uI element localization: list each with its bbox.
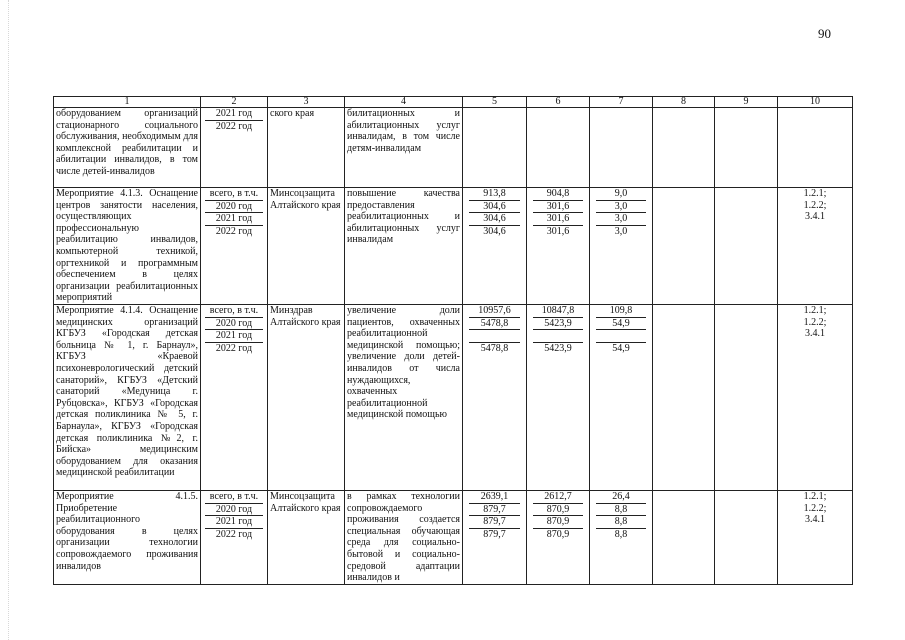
indicator-code: 3.4.1 xyxy=(805,328,825,340)
measure-cell: Мероприятие 4.1.3. Оснащение центров занятости населения, осуществляющих профессиональную реабилитацию инвалидов, компьютерной техникой, оргтехникой и программным обеспечением в целях организации реабилитационных мероприятий xyxy=(54,188,201,305)
amount: 109,8 xyxy=(596,305,646,318)
indicator-cell xyxy=(778,305,853,491)
value-cell-9 xyxy=(715,305,778,491)
amount: 301,6 xyxy=(533,213,583,226)
col-header-9: 9 xyxy=(715,97,778,108)
amount: 10847,8 xyxy=(533,305,583,318)
amount: 5423,9 xyxy=(533,318,583,331)
value-cell-9 xyxy=(715,188,778,305)
amount: 304,6 xyxy=(483,225,506,237)
year-label: 2021 год xyxy=(205,108,263,121)
indicator-code: 1.2.2; xyxy=(803,199,827,211)
amount xyxy=(533,330,583,343)
amount: 913,8 xyxy=(469,188,520,201)
amount: 26,4 xyxy=(596,491,646,504)
executor-cell: Минсоцзащита Алтайского края xyxy=(268,188,345,305)
year-label: 2021 год xyxy=(205,330,263,343)
amount: 5478,8 xyxy=(480,342,509,354)
page-number: 90 xyxy=(818,26,831,41)
amount: 5423,9 xyxy=(544,342,572,354)
value-cell-6 xyxy=(527,491,590,585)
amount: 879,7 xyxy=(469,504,520,517)
executor-cell: ского края xyxy=(268,108,345,188)
year-label: 2020 год xyxy=(205,201,263,214)
header-row xyxy=(54,97,853,108)
value-cell-6 xyxy=(527,108,590,188)
amount: 54,9 xyxy=(612,342,630,354)
indicator-code: 1.2.2; xyxy=(803,316,827,328)
result-cell: билитационных и абилитационных услуг инвалидам, в том числе детям-инвалидам xyxy=(345,108,463,188)
col-header-8: 8 xyxy=(653,97,715,108)
col-header-2: 2 xyxy=(201,97,268,108)
value-cell-6 xyxy=(527,305,590,491)
amount: 10957,6 xyxy=(469,305,520,318)
indicator-code: 1.2.2; xyxy=(803,502,827,514)
year-label: 2022 год xyxy=(215,528,253,540)
year-label: 2022 год xyxy=(215,225,253,237)
amount xyxy=(469,330,520,343)
col-header-6: 6 xyxy=(527,97,590,108)
years-cell xyxy=(201,108,268,188)
amount: 9,0 xyxy=(596,188,646,201)
value-cell-5 xyxy=(463,108,527,188)
amount xyxy=(596,330,646,343)
value-cell-7 xyxy=(590,108,653,188)
value-cell-9 xyxy=(715,108,778,188)
year-label: 2022 год xyxy=(215,120,253,132)
amount: 304,6 xyxy=(469,201,520,214)
indicator-code: 1.2.1; xyxy=(803,491,827,502)
col-header-10: 10 xyxy=(778,97,853,108)
result-cell: в рамках технологии сопровождаемого проживания создается специальная обучающая среда для социально-бытовой и социально-средовой адаптации инвалидов и xyxy=(345,491,463,585)
indicator-code: 3.4.1 xyxy=(805,514,825,526)
amount: 870,9 xyxy=(546,528,570,540)
years-cell xyxy=(201,491,268,585)
executor-cell: Минсоцзащита Алтайского края xyxy=(268,491,345,585)
table-row xyxy=(54,188,853,305)
indicator-cell xyxy=(778,108,853,188)
indicator-code: 1.2.1; xyxy=(803,188,827,199)
indicator-cell xyxy=(778,491,853,585)
amount: 879,7 xyxy=(483,528,506,540)
value-cell-6 xyxy=(527,188,590,305)
value-cell-7 xyxy=(590,188,653,305)
amount: 8,8 xyxy=(614,528,628,540)
col-header-4: 4 xyxy=(345,97,463,108)
col-header-7: 7 xyxy=(590,97,653,108)
value-cell-8 xyxy=(653,305,715,491)
year-label: 2021 год xyxy=(205,213,263,226)
value-cell-9 xyxy=(715,491,778,585)
amount: 8,8 xyxy=(596,504,646,517)
indicator-cell xyxy=(778,188,853,305)
years-cell xyxy=(201,305,268,491)
indicator-code: 3.4.1 xyxy=(805,211,825,223)
table-row xyxy=(54,305,853,491)
amount: 3,0 xyxy=(596,213,646,226)
executor-cell: Минздрав Алтайского края xyxy=(268,305,345,491)
amount: 301,6 xyxy=(533,201,583,214)
value-cell-7 xyxy=(590,305,653,491)
amount: 54,9 xyxy=(596,318,646,331)
table-row xyxy=(54,491,853,585)
amount: 870,9 xyxy=(533,516,583,529)
amount: 301,6 xyxy=(546,225,570,237)
amount: 870,9 xyxy=(533,504,583,517)
measure-cell: Мероприятие 4.1.5. Приобретение реабилитационного оборудования в целях организации технологии сопровождаемого проживания инвалидов xyxy=(54,491,201,585)
year-label: 2020 год xyxy=(205,504,263,517)
amount: 3,0 xyxy=(596,201,646,214)
amount: 2639,1 xyxy=(469,491,520,504)
year-label: всего, в т.ч. xyxy=(205,188,263,201)
program-measures-table xyxy=(53,96,853,585)
col-header-1: 1 xyxy=(54,97,201,108)
amount: 879,7 xyxy=(469,516,520,529)
col-header-3: 3 xyxy=(268,97,345,108)
value-cell-5 xyxy=(463,305,527,491)
value-cell-8 xyxy=(653,108,715,188)
amount: 304,6 xyxy=(469,213,520,226)
indicator-code: 1.2.1; xyxy=(803,305,827,316)
year-label: 2021 год xyxy=(205,516,263,529)
amount: 2612,7 xyxy=(533,491,583,504)
value-cell-8 xyxy=(653,188,715,305)
year-label: 2020 год xyxy=(205,318,263,331)
measure-cell: Мероприятие 4.1.4. Оснащение медицинских организаций КГБУЗ «Городская детская больница № 1, г. Барнаул», КГБУЗ «Краевой психоневрологический детский санаторий», КГБУЗ «Детский санаторий «Медуница г. Рубцовска», КГБУЗ «Городская детская поликлиника № 5, г. Барнаула», КГБУЗ «Городская детская поликлиника №2, г. Бийска» медицинским оборудованием для оказания медицинской реабилитации xyxy=(54,305,201,491)
year-label: 2022 год xyxy=(215,342,253,354)
measure-cell: оборудованием организаций стационарного социального обслуживания, необходимым для комплексной реабилитации и абилитации инвалидов, в том числе детей-инвалидов xyxy=(54,108,201,188)
value-cell-5 xyxy=(463,188,527,305)
years-cell xyxy=(201,188,268,305)
table-row xyxy=(54,108,853,188)
year-label: всего, в т.ч. xyxy=(205,491,263,504)
amount: 3,0 xyxy=(614,225,628,237)
value-cell-7 xyxy=(590,491,653,585)
amount: 904,8 xyxy=(533,188,583,201)
year-label: всего, в т.ч. xyxy=(205,305,263,318)
value-cell-8 xyxy=(653,491,715,585)
scan-edge-marks xyxy=(8,0,11,640)
result-cell: повышение качества предоставления реабилитационных и абилитационных услуг инвалидам xyxy=(345,188,463,305)
col-header-5: 5 xyxy=(463,97,527,108)
value-cell-5 xyxy=(463,491,527,585)
amount: 8,8 xyxy=(596,516,646,529)
result-cell: увеличение доли пациентов, охваченных реабилитационной медицинской помощью; увеличение доли детей-инвалидов от числа нуждающихся, охваченных реабилитационной медицинской помощью xyxy=(345,305,463,491)
amount: 5478,8 xyxy=(469,318,520,331)
